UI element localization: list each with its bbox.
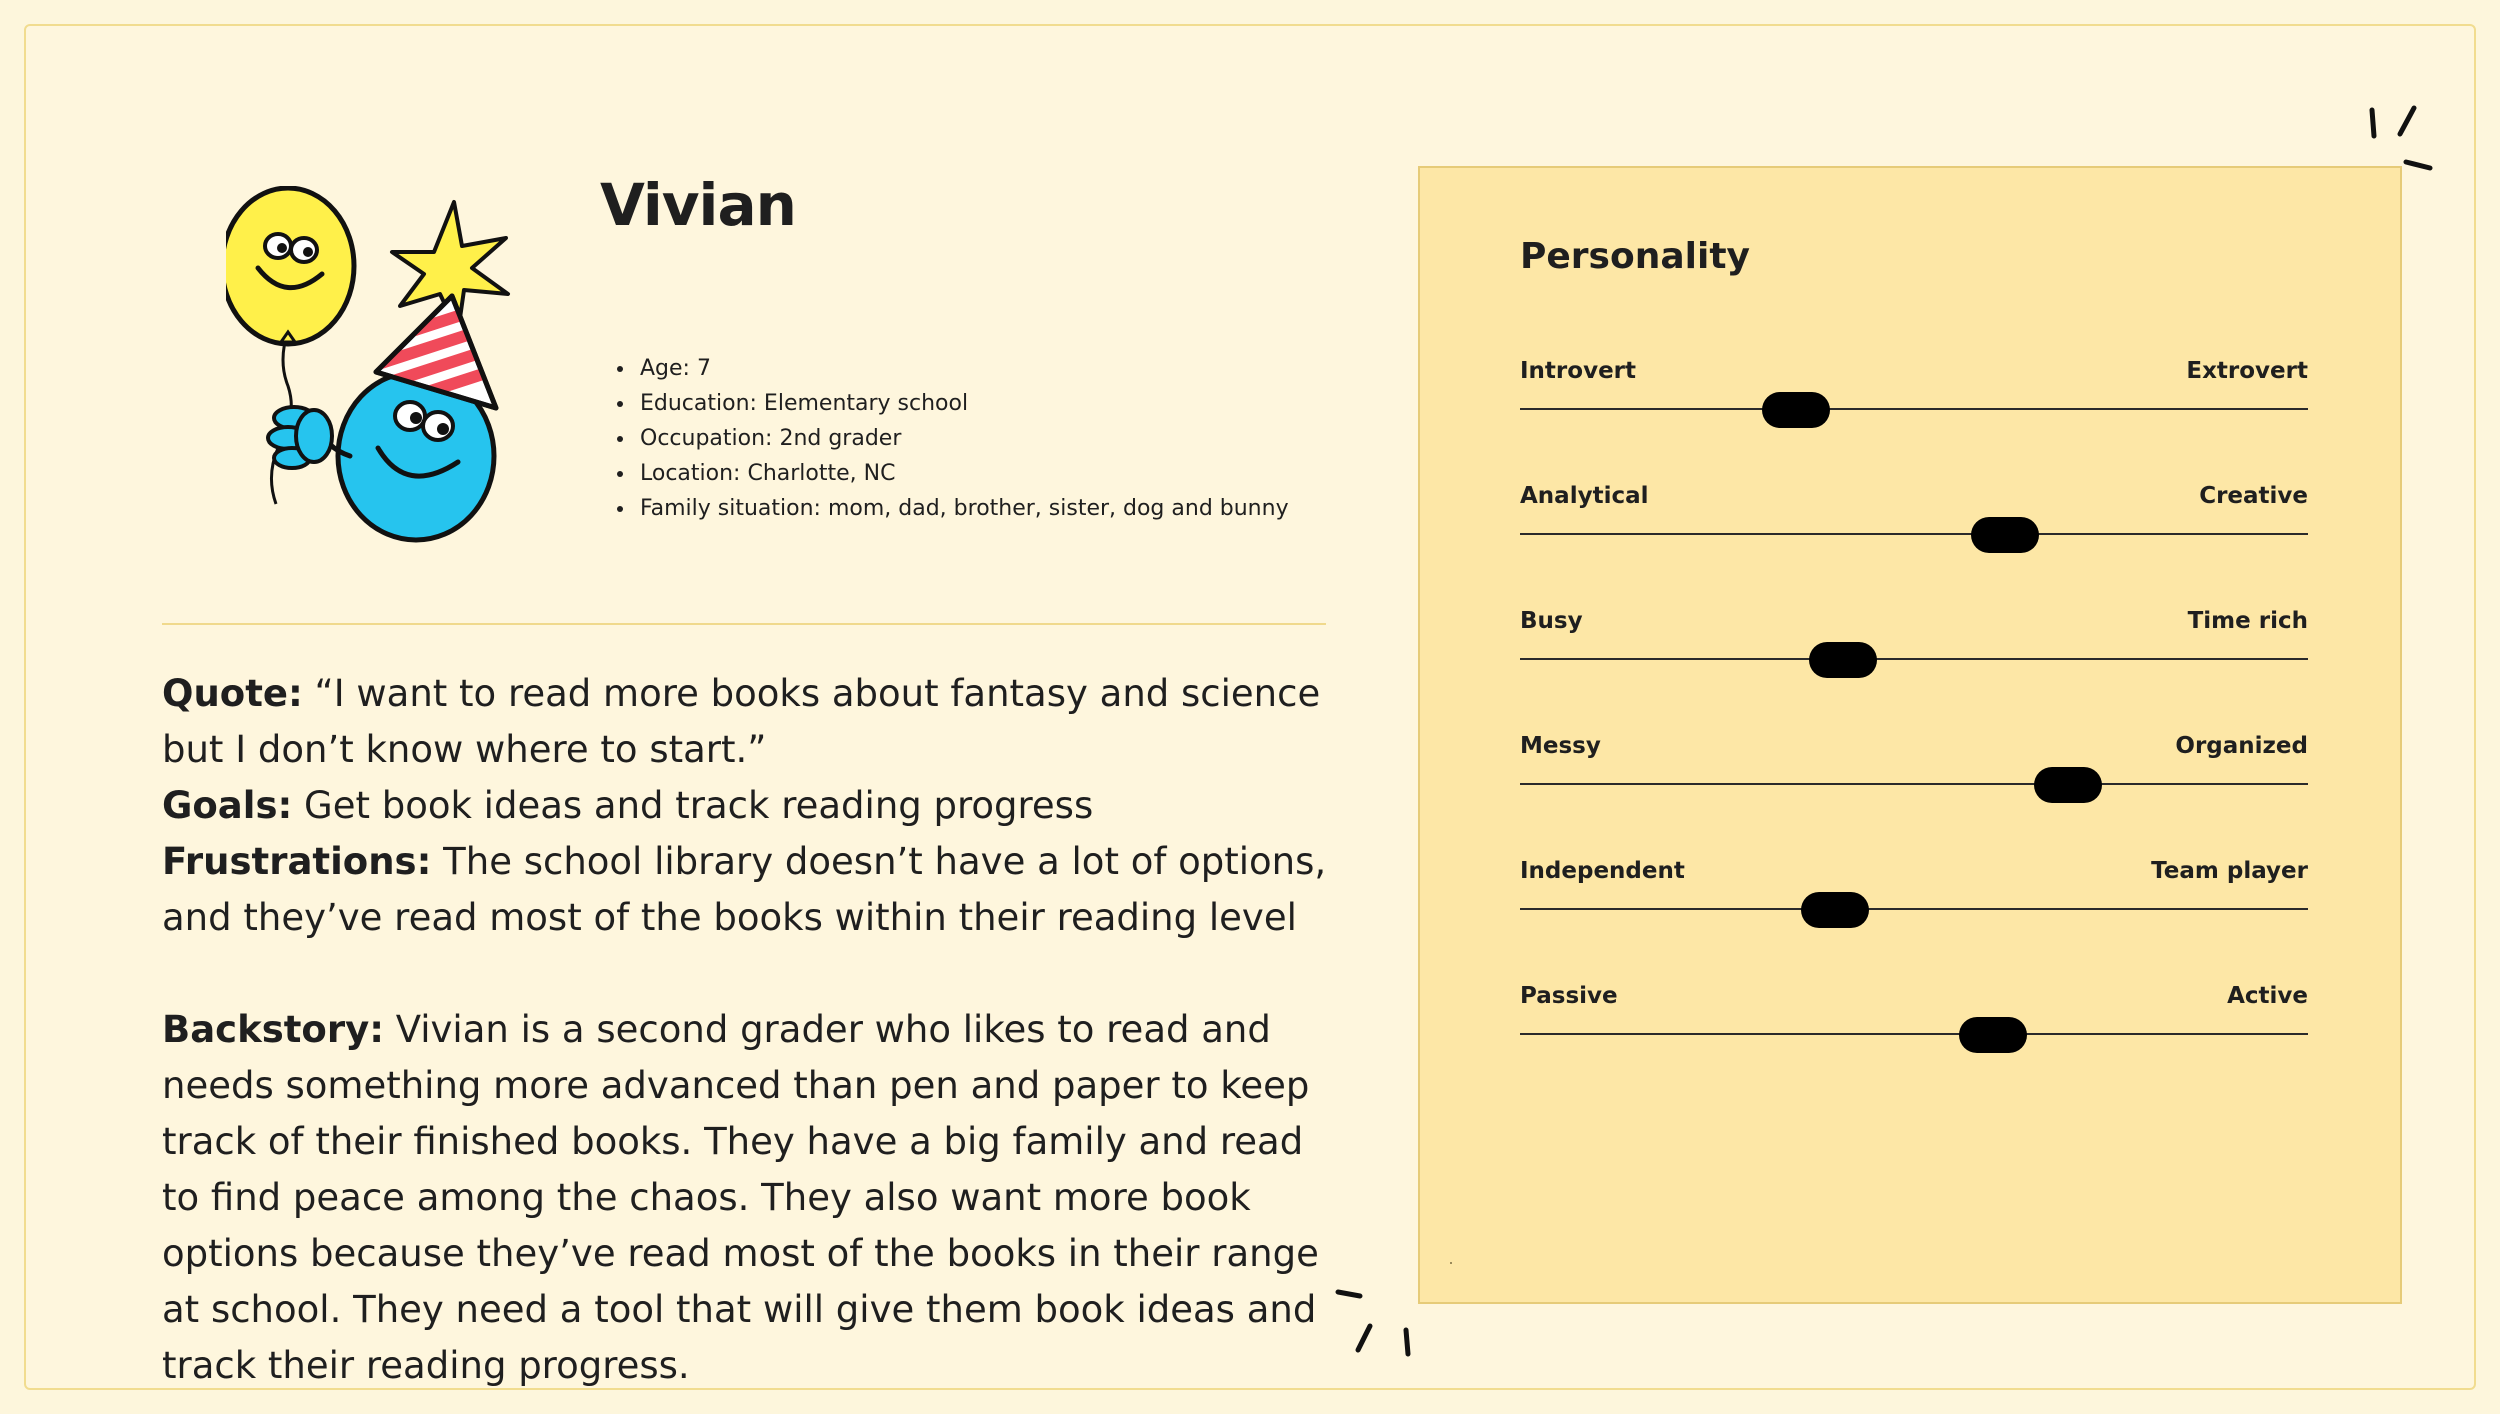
trait-slider-busy	[1520, 608, 2308, 688]
fact-family: • Family situation: mom, dad, brother, sister, dog and bunny	[636, 491, 1289, 526]
persona-name: Vivian	[600, 171, 796, 239]
quote-text: “I want to read more books about fantasy and science but I don’t know where to start.”	[162, 672, 1321, 771]
trait-left-label: Busy	[1520, 608, 1583, 634]
trait-right-label: Extrovert	[2186, 358, 2308, 384]
slider-knob	[1959, 1017, 2027, 1053]
persona-facts-list	[608, 351, 1289, 526]
persona-details	[162, 666, 1342, 1394]
slider-knob	[1762, 392, 1830, 428]
section-divider	[162, 623, 1326, 625]
goals-paragraph	[162, 778, 1342, 834]
quote-paragraph	[162, 666, 1342, 778]
slider-track	[1520, 783, 2308, 785]
trait-right-label: Active	[2227, 983, 2308, 1009]
trait-left-label: Messy	[1520, 733, 1601, 759]
slider-knob	[2034, 767, 2102, 803]
trait-right-label: Organized	[2175, 733, 2308, 759]
goals-label: Goals:	[162, 784, 293, 827]
trait-right-label: Time rich	[2187, 608, 2308, 634]
trait-slider-independent	[1520, 858, 2308, 938]
slider-knob	[1971, 517, 2039, 553]
slider-track	[1520, 408, 2308, 410]
fact-education: • Education: Elementary school	[636, 386, 1289, 421]
trait-slider-messy	[1520, 733, 2308, 813]
personality-panel	[1418, 166, 2402, 1304]
trait-left-label: Introvert	[1520, 358, 1636, 384]
persona-illustration	[226, 186, 516, 546]
trait-left-label: Independent	[1520, 858, 1685, 884]
slider-knob	[1801, 892, 1869, 928]
panel-dot	[1450, 1262, 1452, 1264]
trait-left-label: Passive	[1520, 983, 1618, 1009]
quote-label: Quote:	[162, 672, 303, 715]
trait-left-label: Analytical	[1520, 483, 1649, 509]
personality-title: Personality	[1520, 236, 1750, 277]
frustrations-paragraph	[162, 834, 1342, 946]
trait-right-label: Creative	[2199, 483, 2308, 509]
fact-location: • Location: Charlotte, NC	[636, 456, 1289, 491]
frustrations-label: Frustrations:	[162, 840, 432, 883]
trait-slider-introvert	[1520, 358, 2308, 438]
persona-card	[24, 24, 2476, 1390]
slider-track	[1520, 1033, 2308, 1035]
frustrations-text: The school library doesn’t have a lot of options, and they’ve read most of the books within their reading level	[162, 840, 1327, 939]
balloon-icon	[226, 188, 354, 344]
backstory-label: Backstory:	[162, 1008, 384, 1051]
backstory-text: Vivian is a second grader who likes to read and needs something more advanced than pen and paper to keep track of their finished books. They have a big family and read to find peace among the chaos. They also want more book options because they’ve read most of the books in their range at school. They need a tool that will give them book ideas and track their reading progress.	[162, 1008, 1319, 1387]
slider-track	[1520, 908, 2308, 910]
fact-age: • Age: 7	[636, 351, 1289, 386]
trait-slider-passive	[1520, 983, 2308, 1063]
trait-slider-analytical	[1520, 483, 2308, 563]
slider-track	[1520, 658, 2308, 660]
backstory-paragraph	[162, 1002, 1342, 1394]
fact-occupation: • Occupation: 2nd grader	[636, 421, 1289, 456]
trait-right-label: Team player	[2151, 858, 2308, 884]
slider-track	[1520, 533, 2308, 535]
slider-knob	[1809, 642, 1877, 678]
goals-text: Get book ideas and track reading progress	[292, 784, 1094, 827]
